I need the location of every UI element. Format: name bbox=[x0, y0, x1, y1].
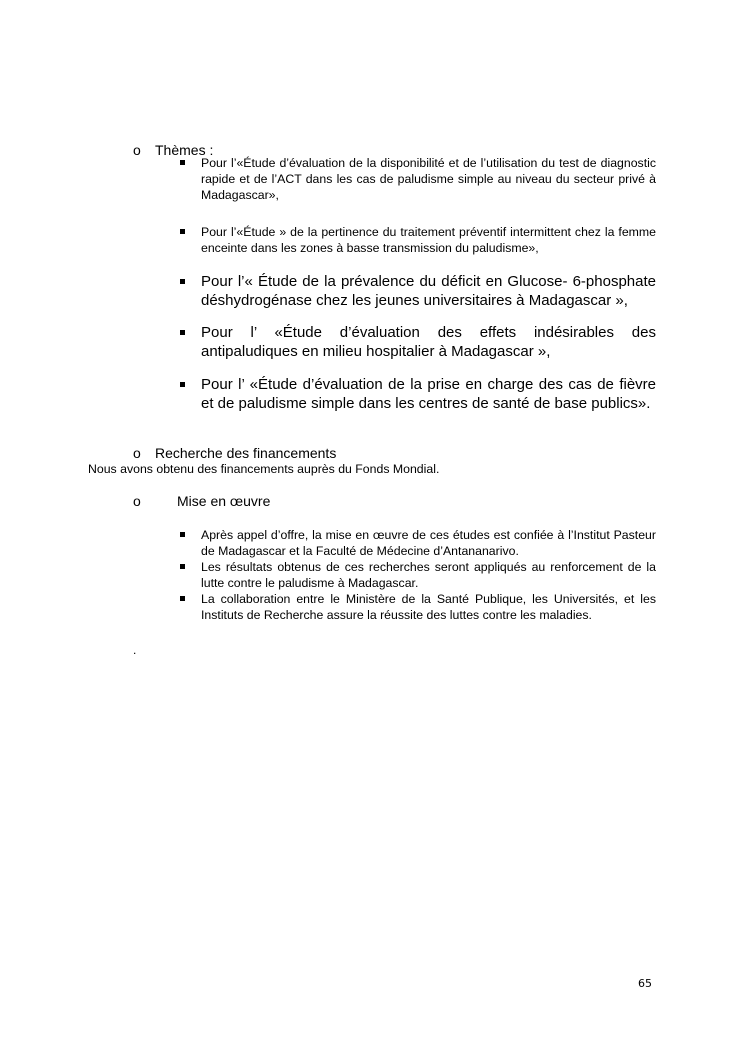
square-bullet-icon bbox=[180, 279, 185, 284]
implementation-item-1: Après appel d’offre, la mise en œuvre de ces études est confiée à l’Institut Pasteur de Madagascar et la Faculté de Médecine d’Antananarivo. bbox=[201, 528, 656, 558]
implementation-item-2: Les résultats obtenus de ces recherches seront appliqués au renforcement de la lutte contre le paludisme à Madagascar. bbox=[201, 560, 656, 590]
page-number: 65 bbox=[638, 977, 652, 990]
square-bullet-icon bbox=[180, 330, 185, 335]
theme-item-5: Pour l’ «Étude d’évaluation de la prise en charge des cas de fièvre et de paludisme simple dans les centres de santé de base publics». bbox=[201, 376, 656, 412]
hollow-circle-bullet-icon: o bbox=[133, 445, 141, 461]
implementation-heading: Mise en œuvre bbox=[177, 493, 271, 509]
funding-heading-row bbox=[133, 444, 336, 462]
theme-item-4: Pour l’ «Étude d’évaluation des effets indésirables des antipaludiques en milieu hospitalier à Madagascar », bbox=[201, 324, 656, 360]
hollow-circle-bullet-icon: o bbox=[133, 142, 141, 158]
square-bullet-icon bbox=[180, 160, 185, 165]
hollow-circle-bullet-icon: o bbox=[133, 493, 141, 509]
square-bullet-icon bbox=[180, 564, 185, 569]
stray-mark: . bbox=[133, 643, 137, 657]
implementation-heading-row bbox=[133, 492, 270, 510]
square-bullet-icon bbox=[180, 532, 185, 537]
implementation-item-3: La collaboration entre le Ministère de la Santé Publique, les Universités, et les Instituts de Recherche assure la réussite des luttes contre les maladies. bbox=[201, 592, 656, 622]
theme-item-2: Pour l’«Étude » de la pertinence du traitement préventif intermittent chez la femme enceinte dans les zones à basse transmission du paludisme», bbox=[201, 225, 656, 255]
theme-item-1: Pour l’«Étude d’évaluation de la disponibilité et de l’utilisation du test de diagnostic rapide et de l’ACT dans les cas de paludisme simple au niveau du secteur privé à Madagascar», bbox=[201, 156, 656, 202]
theme-item-3: Pour l’« Étude de la prévalence du déficit en Glucose- 6-phosphate déshydrogénase chez les jeunes universitaires à Madagascar », bbox=[201, 273, 656, 309]
square-bullet-icon bbox=[180, 382, 185, 387]
funding-heading: Recherche des financements bbox=[155, 445, 337, 461]
themes-heading: Thèmes : bbox=[155, 142, 214, 158]
square-bullet-icon bbox=[180, 229, 185, 234]
square-bullet-icon bbox=[180, 596, 185, 601]
funding-text: Nous avons obtenu des financements auprès du Fonds Mondial. bbox=[88, 462, 440, 476]
